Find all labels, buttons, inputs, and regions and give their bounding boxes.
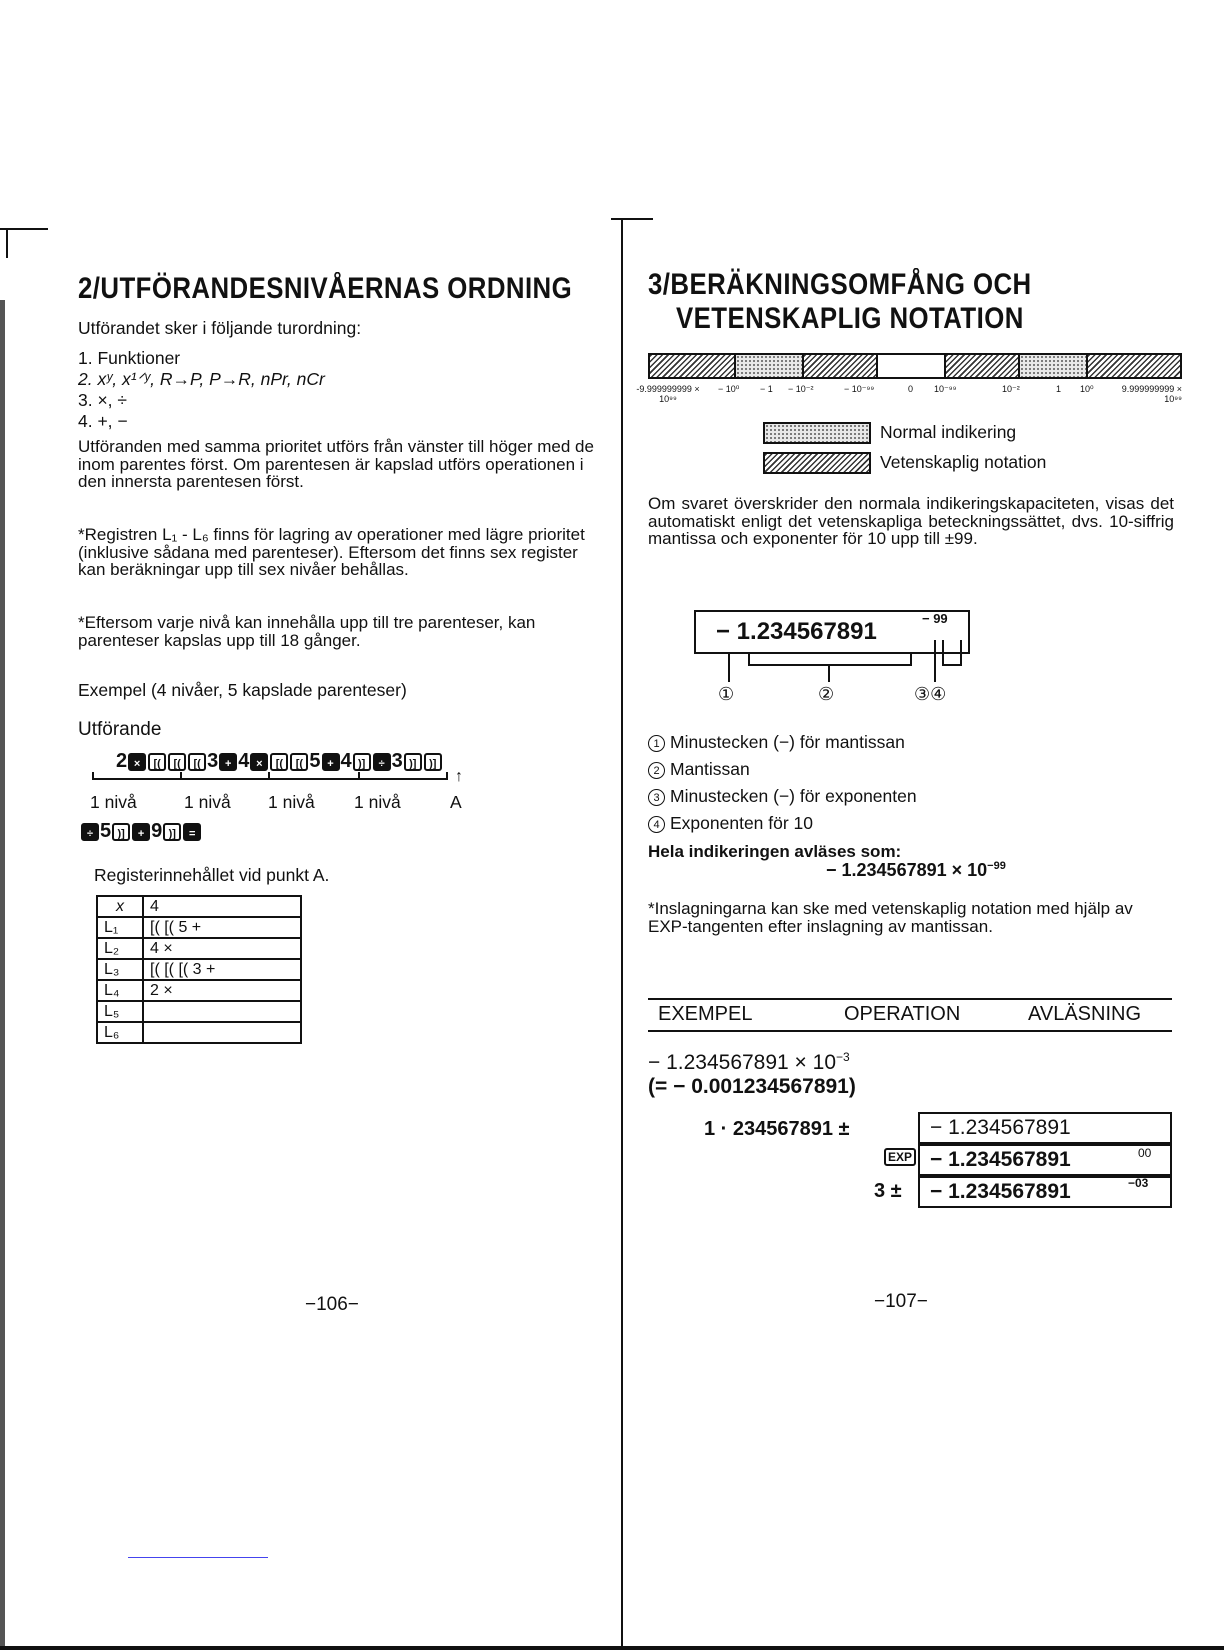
operation-2: EXP bbox=[884, 1148, 916, 1166]
left-utforande: Utförande bbox=[78, 719, 162, 740]
range-band-normal-pos bbox=[1018, 353, 1088, 379]
register-value: 4 bbox=[143, 896, 301, 917]
reading-1: − 1.234567891 bbox=[930, 1116, 1071, 1139]
note-text: Minustecken (−) för exponenten bbox=[670, 786, 917, 806]
register-value: 4 × bbox=[143, 938, 301, 959]
note-number: 3 bbox=[648, 789, 665, 806]
left-note-1: *Registren L₁ - L₆ finns för lagring av operationer med lägre prioritet (inklusive sådana med parenteser). Eftersom det finns sex register kan beräkningar upp till sex nivåer behållas. bbox=[78, 525, 585, 580]
table-row bbox=[97, 980, 301, 1001]
register-name: L₃ bbox=[97, 959, 143, 980]
key-sequence-line1: 2 × [( [( [( 3 + 4 × [( [( 5 + 4 )] ÷ 3 )] )] bbox=[116, 750, 443, 773]
register-caption: Registerinnehållet vid punkt A. bbox=[94, 865, 330, 885]
note-text: Minustecken (−) för mantissan bbox=[670, 732, 905, 752]
range-band-sci-small-neg bbox=[802, 353, 878, 379]
crop-mark-center bbox=[611, 218, 653, 220]
crop-mark-left-vert bbox=[6, 228, 8, 258]
key-open-paren: [( bbox=[168, 753, 186, 771]
read-value bbox=[826, 860, 1006, 881]
scale-label: -9.999999999 × 10⁹⁹ bbox=[636, 384, 700, 404]
legend-sci-label: Vetenskaplig notation bbox=[880, 452, 1047, 472]
level-tick bbox=[446, 772, 448, 780]
level-label-4: 1 nivå bbox=[354, 792, 401, 812]
reading-2: − 1.234567891 bbox=[930, 1148, 1071, 1171]
scale-label: − 10⁻⁹⁹ bbox=[844, 384, 875, 394]
table-row bbox=[97, 959, 301, 980]
register-table bbox=[96, 895, 302, 1044]
legend-normal-label: Normal indikering bbox=[880, 422, 1017, 442]
read-value-exp: −99 bbox=[987, 860, 1006, 872]
bottom-rule bbox=[0, 1646, 1224, 1650]
read-value-text: − 1.234567891 × 10 bbox=[826, 860, 988, 880]
scale-label: − 10⁰ bbox=[718, 384, 740, 394]
key-plus: + bbox=[132, 823, 150, 841]
key-divide: ÷ bbox=[81, 823, 99, 841]
level-bracket-line bbox=[92, 778, 448, 780]
example-line-2: (= − 0.001234567891) bbox=[648, 1075, 856, 1098]
table-row bbox=[97, 896, 301, 917]
left-edge-binding bbox=[0, 300, 5, 1648]
key-sequence-line2: ÷ 5 )] + 9 )] = bbox=[80, 820, 202, 843]
callout-1: ① bbox=[718, 684, 735, 704]
read-label: Hela indikeringen avläses som: bbox=[648, 842, 902, 861]
right-note-star: *Inslagningarna kan ske med vetenskaplig notation med hjälp av EXP-tangenten efter inslagning av mantissan. bbox=[648, 899, 1133, 936]
level-label-1: 1 nivå bbox=[90, 792, 137, 812]
range-band-sci-pos bbox=[1086, 353, 1182, 379]
level-tick bbox=[92, 772, 94, 780]
range-band-sci-small-pos bbox=[944, 353, 1020, 379]
note-item-4 bbox=[648, 813, 813, 834]
callout-line bbox=[934, 640, 936, 682]
note-item-2 bbox=[648, 759, 750, 780]
range-band-zero bbox=[876, 353, 946, 379]
left-heading: 2/UTFÖRANDESNIVÅERNAS ORDNING bbox=[78, 272, 573, 305]
register-value: [( [( 5 + bbox=[143, 917, 301, 938]
register-name: L₅ bbox=[97, 1001, 143, 1022]
scale-label: 1 bbox=[1056, 384, 1062, 394]
center-divider bbox=[621, 220, 623, 1648]
table-row bbox=[97, 938, 301, 959]
key-open-paren: [( bbox=[290, 753, 308, 771]
scale-label: 9.999999999 × 10⁹⁹ bbox=[1121, 384, 1182, 404]
legend-swatch-normal bbox=[763, 422, 871, 444]
col-example: EXEMPEL bbox=[658, 1003, 753, 1025]
right-heading-line2: VETENSKAPLIG NOTATION bbox=[676, 302, 1024, 335]
bottom-link-line bbox=[128, 1557, 268, 1558]
callout-bracket bbox=[942, 640, 962, 666]
order-item-4: 4. +, − bbox=[78, 411, 128, 431]
key-plus: + bbox=[219, 753, 237, 771]
callout-line bbox=[828, 664, 830, 682]
key-open-paren: [( bbox=[148, 753, 166, 771]
key-open-paren: [( bbox=[270, 753, 288, 771]
level-label-3: 1 nivå bbox=[268, 792, 315, 812]
range-band-sci-neg bbox=[648, 353, 736, 379]
scale-label: − 10⁻² bbox=[788, 384, 814, 394]
key-multiply: × bbox=[128, 753, 146, 771]
register-name: x bbox=[97, 896, 143, 917]
register-name: L₆ bbox=[97, 1022, 143, 1043]
register-value: 2 × bbox=[143, 980, 301, 1001]
level-label-a: A bbox=[450, 792, 462, 812]
table-row bbox=[97, 1022, 301, 1043]
reading-3: − 1.234567891 bbox=[930, 1180, 1071, 1203]
example-exp: −3 bbox=[836, 1050, 850, 1064]
note-number: 2 bbox=[648, 762, 665, 779]
level-tick bbox=[358, 772, 360, 780]
key-multiply: × bbox=[250, 753, 268, 771]
callout-line bbox=[728, 654, 730, 682]
register-value bbox=[143, 1001, 301, 1022]
note-text: Exponenten för 10 bbox=[670, 813, 814, 833]
note-number: 4 bbox=[648, 816, 665, 833]
example-header-top-rule bbox=[648, 998, 1172, 1000]
order-item-1: 1. Funktioner bbox=[78, 348, 181, 368]
register-value bbox=[143, 1022, 301, 1043]
scale-label: 10⁻² bbox=[1002, 384, 1020, 394]
order-item-2: 2. xʸ, x¹ᐟʸ, R→P, P→R, nPr, nCr bbox=[78, 369, 325, 389]
level-label-2: 1 nivå bbox=[184, 792, 231, 812]
scale-label: 10⁻⁹⁹ bbox=[934, 384, 957, 394]
left-intro: Utförandet sker i följande turordning: bbox=[78, 318, 362, 338]
legend-swatch-sci bbox=[763, 452, 871, 474]
display-exponent: − 99 bbox=[922, 611, 948, 626]
callout-2: ② bbox=[818, 684, 835, 704]
col-operation: OPERATION bbox=[844, 1003, 961, 1025]
table-row bbox=[97, 917, 301, 938]
register-name: L₂ bbox=[97, 938, 143, 959]
key-close-paren: )] bbox=[353, 753, 371, 771]
left-page-number: −106− bbox=[305, 1294, 359, 1315]
register-value: [( [( [( 3 + bbox=[143, 959, 301, 980]
left-para: Utföranden med samma prioritet utförs från vänster till höger med de inom parentes först. Om parentesen är kapslad utförs operationen i den innersta parentesen först. bbox=[78, 437, 594, 492]
example-line-1 bbox=[648, 1050, 850, 1075]
reading-2-exp: 00 bbox=[1138, 1146, 1152, 1160]
note-item-3 bbox=[648, 786, 917, 807]
key-close-paren: )] bbox=[424, 753, 442, 771]
right-para: Om svaret överskrider den normala indikeringskapaciteten, visas det automatiskt enligt det vetenskapliga beteckningssättet, dvs. 10-siffrig mantissa och exponenter för 10 upp till ±99. bbox=[648, 494, 1174, 549]
key-open-paren: [( bbox=[188, 753, 206, 771]
note-text: Mantissan bbox=[670, 759, 750, 779]
key-close-paren: )] bbox=[112, 823, 130, 841]
operation-1: 1 · 234567891 ± bbox=[704, 1118, 850, 1140]
scale-label: 0 bbox=[908, 384, 914, 394]
order-item-3: 3. ×, ÷ bbox=[78, 390, 128, 410]
display-mantissa: − 1.234567891 bbox=[716, 618, 877, 645]
right-page-number: −107− bbox=[874, 1291, 928, 1312]
left-example-title: Exempel (4 nivåer, 5 kapslade parenteser) bbox=[78, 680, 407, 700]
key-divide: ÷ bbox=[373, 753, 391, 771]
left-note-2: *Eftersom varje nivå kan innehålla upp till tre parenteser, kan parenteser kapslas upp till 18 gånger. bbox=[78, 613, 536, 650]
point-a-arrow: ↑ bbox=[455, 768, 463, 785]
operation-3: 3 ± bbox=[874, 1180, 902, 1202]
example-header-bottom-rule bbox=[648, 1030, 1172, 1032]
reading-3-exp: −03 bbox=[1128, 1176, 1149, 1190]
callout-3-4: ③④ bbox=[914, 684, 947, 704]
scale-label: 10⁰ bbox=[1080, 384, 1094, 394]
range-band-normal-neg bbox=[734, 353, 804, 379]
example-expression: − 1.234567891 × 10 bbox=[648, 1051, 837, 1074]
col-reading: AVLÄSNING bbox=[1028, 1003, 1141, 1025]
key-equals: = bbox=[183, 823, 201, 841]
register-name: L₁ bbox=[97, 917, 143, 938]
key-close-paren: )] bbox=[404, 753, 422, 771]
note-number: 1 bbox=[648, 735, 665, 752]
note-item-1 bbox=[648, 732, 905, 753]
scale-label: − 1 bbox=[760, 384, 773, 394]
table-row bbox=[97, 1001, 301, 1022]
level-tick bbox=[180, 772, 182, 780]
level-tick bbox=[268, 772, 270, 780]
key-close-paren: )] bbox=[163, 823, 181, 841]
register-name: L₄ bbox=[97, 980, 143, 1001]
right-heading-line1: 3/BERÄKNINGSOMFÅNG OCH bbox=[648, 268, 1032, 301]
key-plus: + bbox=[322, 753, 340, 771]
callout-bracket bbox=[748, 654, 912, 666]
